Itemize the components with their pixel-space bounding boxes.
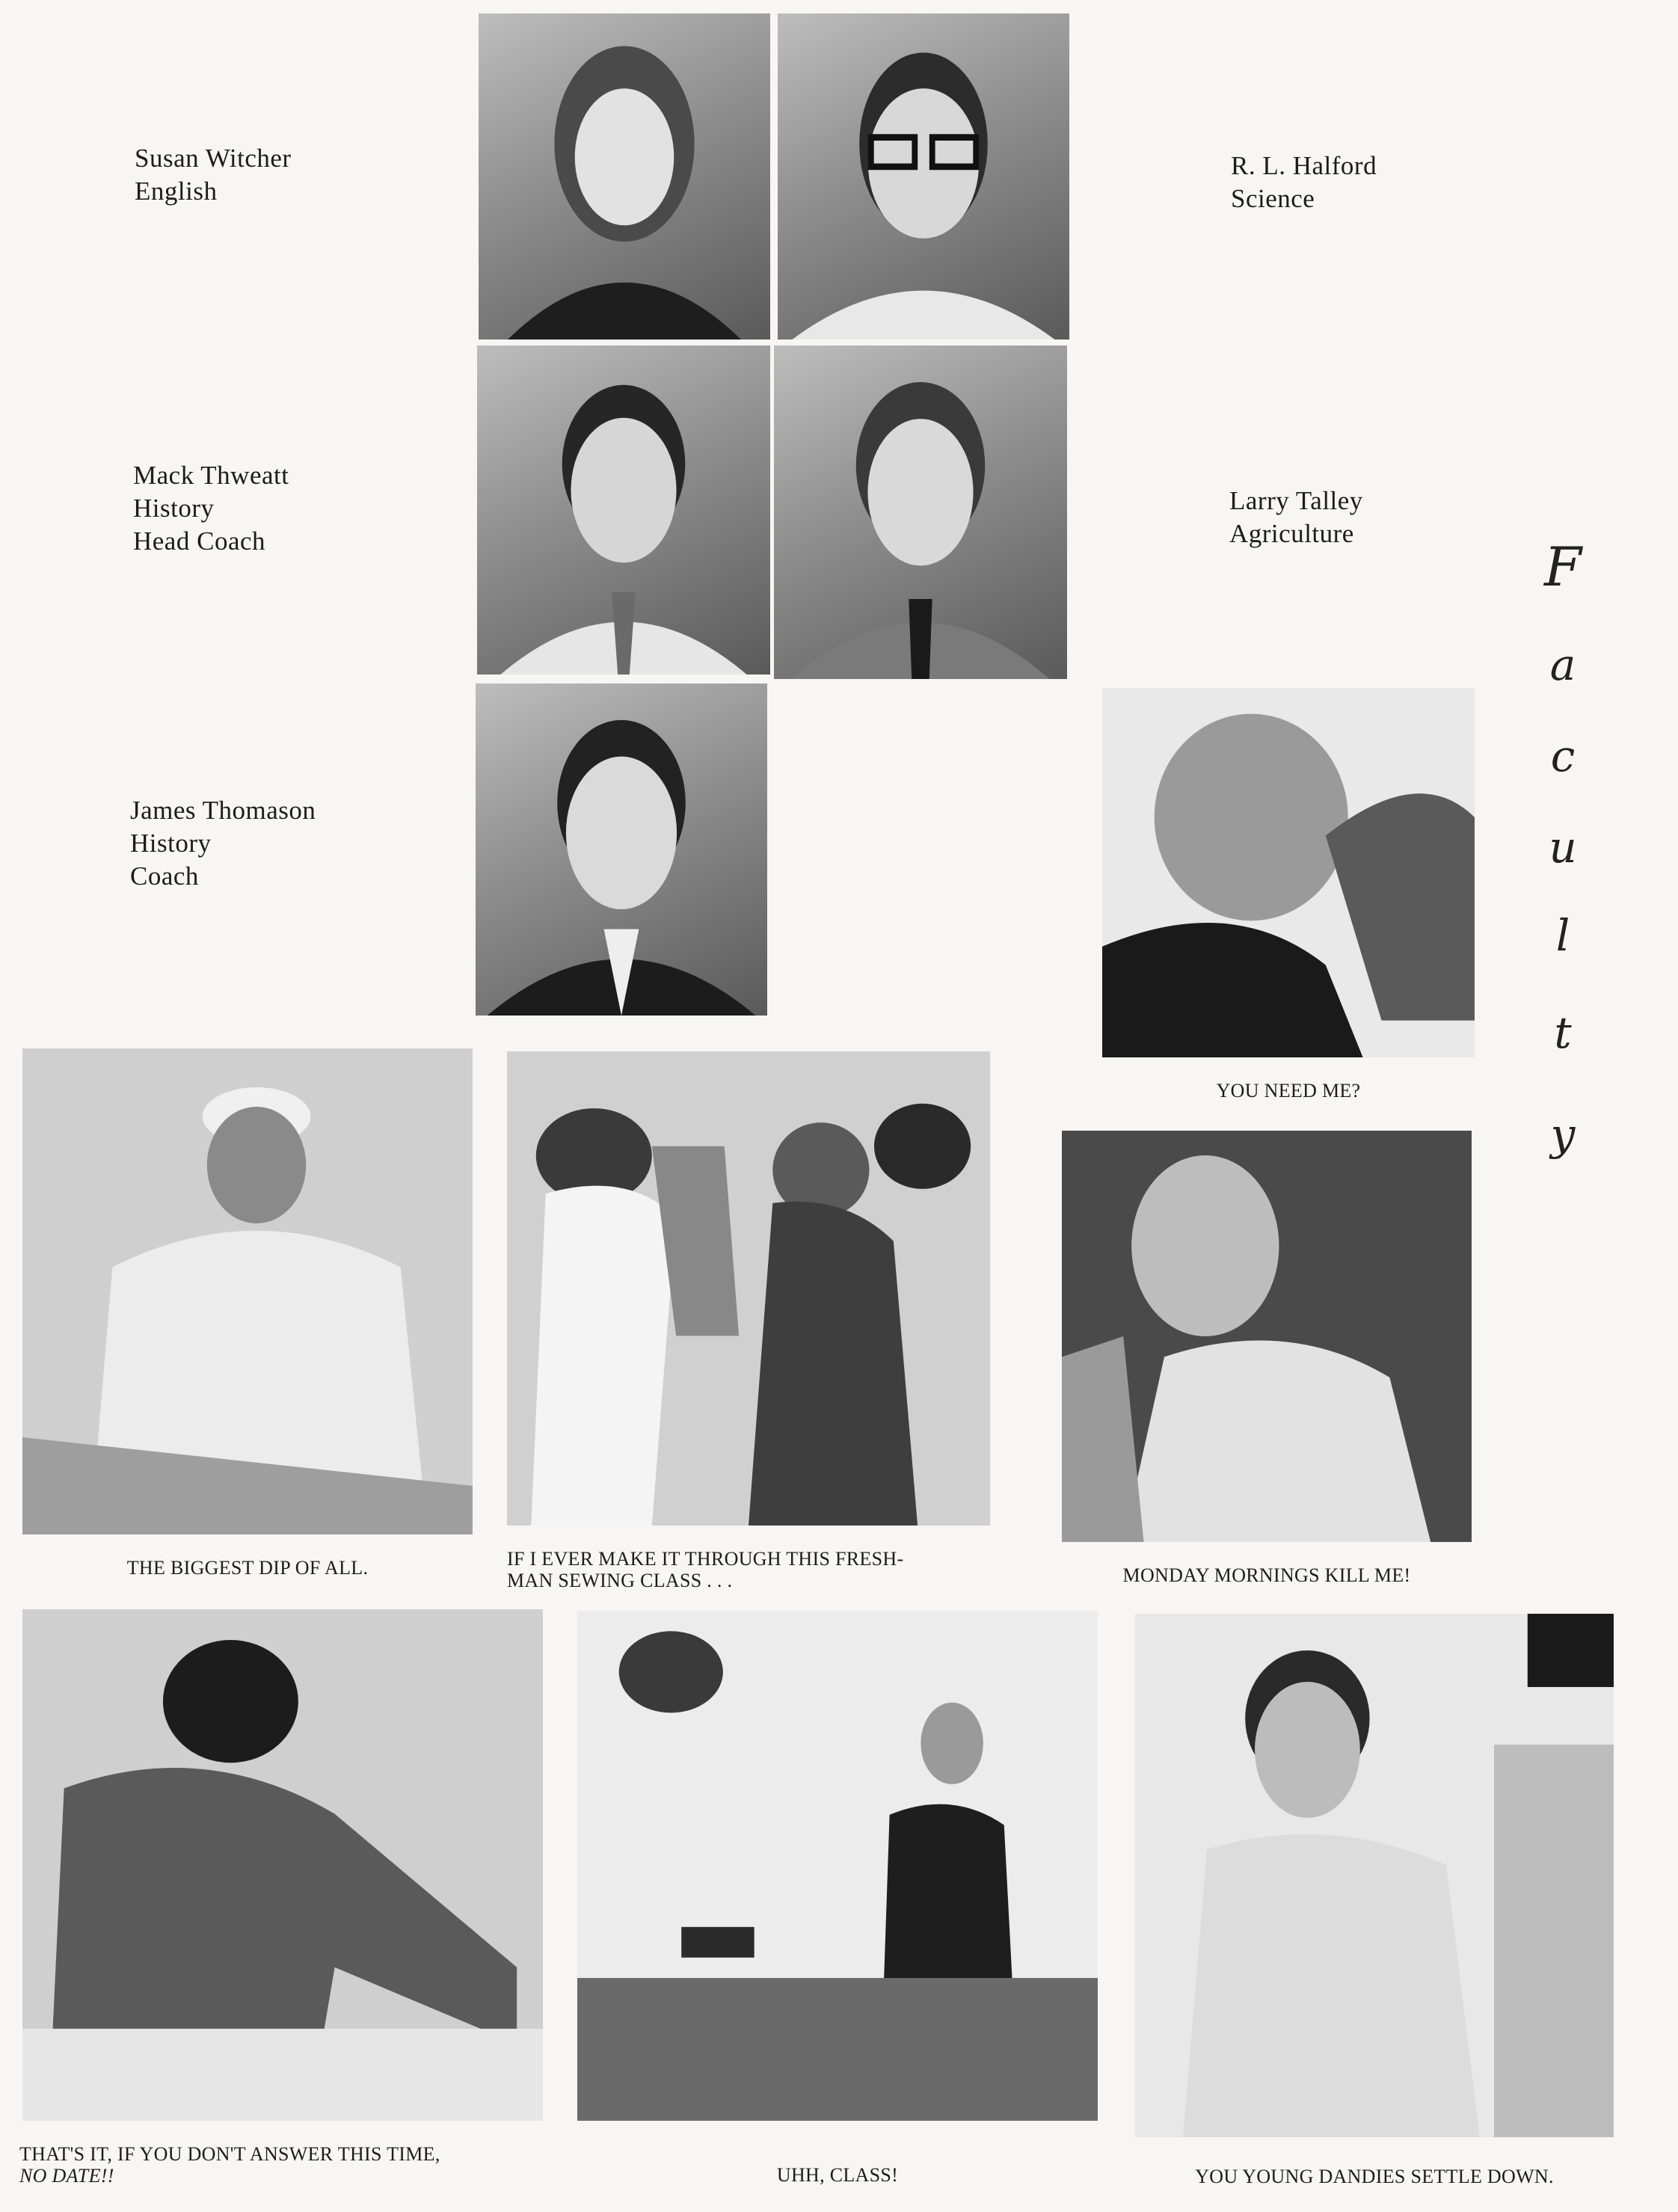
name-rl-halford — [1231, 150, 1377, 215]
faculty-letter: F — [1544, 535, 1582, 598]
portrait-role: Coach — [130, 861, 199, 891]
portrait-james-thomason — [476, 683, 767, 1016]
photo-no-date — [22, 1609, 543, 2121]
portrait-name: James Thomason — [130, 796, 316, 825]
portrait-role: Head Coach — [133, 526, 266, 556]
name-mack-thweatt — [133, 459, 289, 558]
photo-you-need-me — [1102, 688, 1475, 1057]
portrait-subject: English — [135, 176, 218, 206]
caption-line: IF I EVER MAKE IT THROUGH THIS FRESH- — [507, 1548, 904, 1570]
portrait-subject: History — [133, 494, 215, 523]
caption-biggest-dip: THE BIGGEST DIP OF ALL. — [126, 1557, 369, 1579]
faculty-letter: u — [1549, 822, 1577, 873]
portrait-mack-thweatt — [477, 345, 770, 675]
caption-line: THAT'S IT, IF YOU DON'T ANSWER THIS TIME, — [19, 2143, 440, 2165]
caption-line-emphasis: NO DATE!! — [19, 2165, 114, 2187]
faculty-letter: y — [1550, 1109, 1576, 1160]
portrait-subject: Agriculture — [1229, 519, 1354, 548]
photo-monday-mornings — [1062, 1131, 1472, 1542]
photo-sewing-class — [507, 1051, 990, 1526]
portrait-subject: Science — [1231, 184, 1315, 213]
caption-uhh-class: UHH, CLASS! — [776, 2164, 899, 2186]
caption-no-date — [19, 2143, 440, 2187]
portrait-name: Larry Talley — [1229, 486, 1363, 515]
portrait-name: Mack Thweatt — [133, 461, 289, 490]
name-james-thomason — [130, 794, 316, 893]
faculty-letter: a — [1549, 639, 1576, 690]
photo-young-dandies — [1135, 1614, 1614, 2137]
name-susan-witcher — [135, 142, 292, 208]
portrait-name: Susan Witcher — [135, 144, 292, 173]
photo-biggest-dip — [22, 1048, 473, 1534]
faculty-letter: l — [1555, 910, 1570, 961]
caption-you-need-me: YOU NEED ME? — [1216, 1080, 1361, 1102]
photo-uhh-class — [577, 1611, 1098, 2121]
portrait-subject: History — [130, 829, 212, 858]
caption-young-dandies: YOU YOUNG DANDIES SETTLE DOWN. — [1195, 2166, 1554, 2187]
caption-line: MAN SEWING CLASS . . . — [507, 1570, 733, 1591]
portrait-name: R. L. Halford — [1231, 151, 1377, 180]
portrait-larry-talley — [774, 345, 1067, 679]
portrait-rl-halford — [778, 13, 1069, 340]
caption-sewing-class — [507, 1548, 903, 1591]
caption-monday-mornings: MONDAY MORNINGS KILL ME! — [1122, 1564, 1411, 1586]
faculty-letter: c — [1550, 731, 1576, 781]
faculty-letter: t — [1554, 1007, 1572, 1058]
portrait-susan-witcher — [479, 13, 770, 340]
name-larry-talley — [1229, 485, 1363, 550]
